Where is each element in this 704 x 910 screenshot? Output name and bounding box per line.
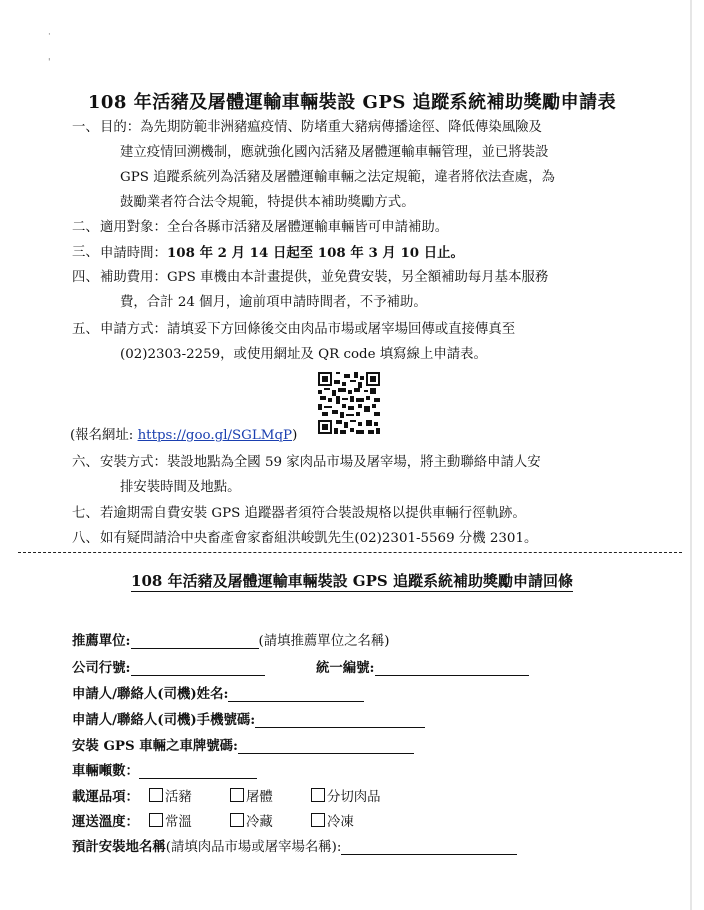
cargo-label: 載運品項： — [72, 789, 139, 805]
application-dates: 108 年 2 月 14 日起至 108 年 3 月 10 日止。 — [166, 245, 464, 261]
applicant-name-label: 申請人/聯絡人(司機)姓名: — [72, 686, 229, 702]
checkbox-icon[interactable] — [311, 813, 325, 827]
section-text: 補助費用：GPS 車機由本計畫提供，並免費安裝，另全額補助每月基本服務 — [100, 270, 549, 285]
section-number: 八、 — [72, 531, 99, 546]
scan-mark: ' — [48, 58, 51, 68]
checkbox-icon[interactable] — [149, 813, 163, 827]
section-number: 六、 — [72, 455, 99, 470]
section-text: 適用對象：全台各縣市活豬及屠體運輸車輛皆可申請補助。 — [100, 220, 449, 235]
applicant-phone-input[interactable] — [255, 713, 425, 728]
checkbox-icon[interactable] — [230, 813, 244, 827]
temperature-option[interactable] — [230, 811, 273, 830]
checkbox-icon[interactable] — [230, 788, 244, 802]
section-label: 申請時間： — [100, 246, 167, 261]
recommender-input[interactable] — [131, 634, 259, 649]
company-input[interactable] — [131, 661, 265, 676]
install-site-input[interactable] — [341, 840, 517, 855]
scan-mark: · — [48, 30, 51, 40]
reply-title-text: 108 年活豬及屠體運輸車輛裝設 GPS 追蹤系統補助獎勵申請回條 — [131, 572, 573, 590]
signup-prefix: (報名網址: — [70, 428, 138, 443]
cargo-option-label: 分切肉品 — [327, 790, 381, 805]
install-site-hint: (請填肉品市場或屠宰場名稱): — [165, 840, 342, 855]
company-field — [72, 657, 265, 676]
recommender-hint: (請填推薦單位之名稱) — [258, 634, 390, 649]
plate-input[interactable] — [238, 739, 414, 754]
applicant-name-field — [72, 683, 364, 702]
section-number: 三、 — [72, 245, 99, 260]
temperature-option[interactable] — [311, 811, 354, 830]
page-title: 108 年活豬及屠體運輸車輛裝設 GPS 追蹤系統補助獎勵申請表 — [87, 92, 617, 113]
qr-code-icon[interactable] — [318, 372, 380, 434]
tax-id-field — [316, 657, 529, 676]
temperature-option[interactable] — [149, 811, 192, 830]
tonnage-label: 車輛噸數： — [72, 763, 139, 779]
cargo-field — [72, 786, 139, 805]
signup-url-line — [70, 424, 297, 449]
tonnage-input[interactable] — [139, 764, 257, 779]
section-number: 一、 — [72, 120, 99, 135]
plate-label: 安裝 GPS 車輛之車牌號碼: — [72, 738, 238, 754]
section-text: 費，合計 24 個月，逾前項申請時間者，不予補助。 — [120, 295, 427, 310]
temperature-option-label: 常溫 — [165, 815, 192, 830]
install-site-field — [72, 836, 517, 855]
signup-suffix: ) — [292, 428, 298, 443]
section-text: (02)2303-2259，或使用網址及 QR code 填寫線上申請表。 — [120, 347, 487, 362]
section-number: 二、 — [72, 220, 99, 235]
cut-line — [18, 552, 682, 553]
tonnage-field — [72, 760, 257, 779]
section-text: 如有疑問請洽中央畜產會家畜組洪峻凱先生(02)2301-5569 分機 2301。 — [100, 531, 538, 546]
cargo-option[interactable] — [230, 786, 273, 805]
applicant-name-input[interactable] — [228, 687, 364, 702]
cargo-option[interactable] — [149, 786, 192, 805]
section-text: 建立疫情回溯機制，應就強化國內活豬及屠體運輸車輛管理，並已將裝設 — [120, 145, 549, 160]
checkbox-icon[interactable] — [149, 788, 163, 802]
plate-field — [72, 735, 414, 754]
temperature-label: 運送溫度： — [72, 814, 139, 830]
section-text: GPS 追蹤系統列為活豬及屠體運輸車輛之法定規範，違者將依法查處，為 — [120, 170, 555, 185]
section-text: 申請方式：請填妥下方回條後交由肉品市場或屠宰場回傳或直接傳真至 — [100, 322, 516, 337]
checkbox-icon[interactable] — [311, 788, 325, 802]
section-text: 鼓勵業者符合法令規範，特提供本補助獎勵方式。 — [120, 195, 415, 210]
tax-id-input[interactable] — [375, 661, 529, 676]
temperature-field — [72, 811, 139, 830]
section-text: 目的：為先期防範非洲豬瘟疫情、防堵重大豬病傳播途徑、降低傳染風險及 — [100, 120, 542, 135]
temperature-option-label: 冷凍 — [327, 815, 354, 830]
signup-link[interactable]: https://goo.gl/SGLMqP — [137, 428, 293, 443]
section-number: 四、 — [72, 270, 99, 285]
applicant-phone-label: 申請人/聯絡人(司機)手機號碼: — [72, 712, 256, 728]
recommender-label: 推薦單位: — [72, 633, 131, 649]
cargo-option[interactable] — [311, 786, 381, 805]
cargo-option-label: 活豬 — [165, 790, 192, 805]
section-number: 七、 — [72, 506, 99, 521]
section-number: 五、 — [72, 322, 99, 337]
applicant-phone-field — [72, 709, 425, 728]
cargo-option-label: 屠體 — [246, 790, 273, 805]
section-text: 排安裝時間及地點。 — [120, 480, 241, 495]
reply-title — [0, 570, 704, 591]
company-label: 公司行號: — [72, 660, 131, 676]
tax-id-label: 統一編號: — [316, 660, 375, 676]
temperature-option-label: 冷藏 — [246, 815, 273, 830]
section-text: 安裝方式：裝設地點為全國 59 家肉品市場及屠宰場，將主動聯絡申請人安 — [100, 455, 541, 470]
install-site-label: 預計安裝地名稱 — [72, 839, 166, 855]
section-text: 若逾期需自費安裝 GPS 追蹤器者須符合裝設規格以提供車輛行徑軌跡。 — [100, 506, 526, 521]
recommender-field — [72, 630, 389, 649]
scan-edge — [690, 0, 692, 910]
